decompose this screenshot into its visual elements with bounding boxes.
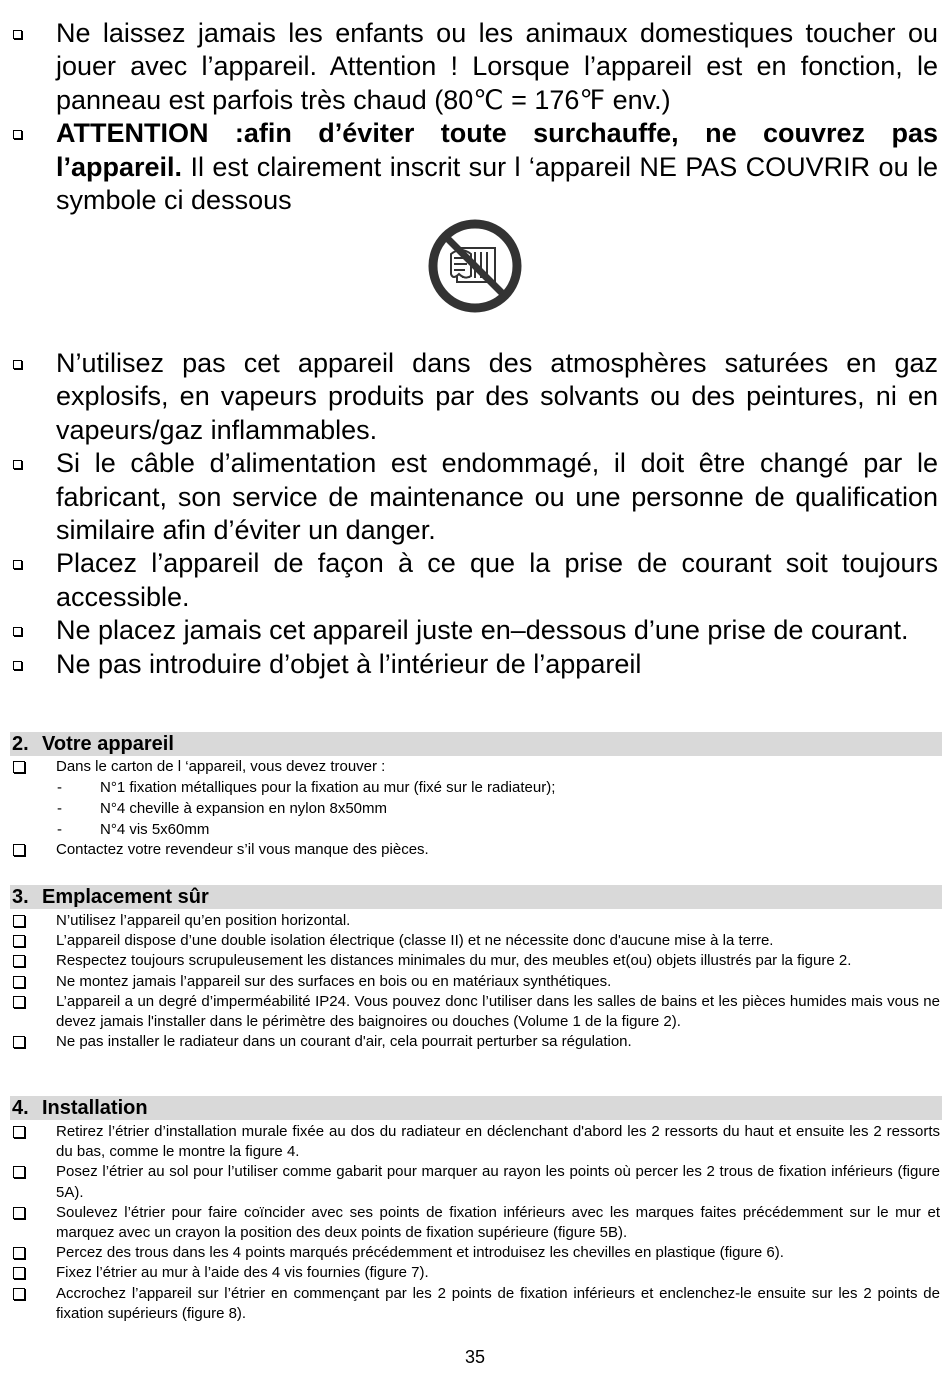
sub-list-item	[0, 777, 950, 798]
list-item-text: Ne pas installer le radiateur dans un courant d'air, cela pourrait perturber sa régulation.	[56, 1033, 632, 1051]
checkbox-bullet-icon	[13, 1247, 25, 1259]
sub-list-item	[0, 819, 950, 840]
list-item	[0, 1243, 950, 1263]
warning-item-do-not-cover	[0, 117, 950, 217]
section3-content	[0, 911, 950, 1052]
warning-item-below-outlet	[0, 614, 950, 647]
section-number: 3.	[12, 886, 29, 908]
list-item	[0, 911, 950, 931]
checkbox-bullet-icon	[13, 130, 22, 139]
dash-bullet: -	[57, 800, 62, 818]
sub-item-text: N°4 vis 5x60mm	[100, 821, 210, 839]
checkbox-bullet-icon	[13, 976, 25, 988]
section4-content	[0, 1122, 950, 1324]
warning-item-explosive	[0, 347, 950, 447]
section-number: 2.	[12, 733, 29, 755]
list-item	[0, 1263, 950, 1283]
dash-bullet: -	[57, 779, 62, 797]
checkbox-bullet-icon	[13, 1207, 25, 1219]
checkbox-bullet-icon	[13, 1166, 25, 1178]
section-header-installation	[10, 1096, 942, 1120]
list-item	[0, 1032, 950, 1052]
list-item-text: N’utilisez l’appareil qu’en position horizontal.	[56, 912, 351, 929]
warning-item-cable	[0, 447, 950, 547]
warning-item-outlet-accessible	[0, 547, 950, 614]
section-title: Votre appareil	[42, 733, 174, 755]
list-item	[0, 1203, 950, 1243]
page-number: 35	[464, 1347, 486, 1367]
list-item	[0, 1284, 950, 1324]
safety-warnings-list	[0, 17, 950, 217]
checkbox-bullet-icon	[13, 627, 22, 636]
list-item-text: Contactez votre revendeur s’il vous manque des pièces.	[56, 841, 429, 859]
list-item-text: Posez l’étrier au sol pour l’utiliser comme gabarit pour marquer au rayon les points où percer les 2 trous de fixation inférieurs (figure 5A).	[56, 1163, 940, 1201]
checkbox-bullet-icon	[13, 1267, 25, 1279]
checkbox-bullet-icon	[13, 30, 22, 39]
checkbox-bullet-icon	[13, 996, 25, 1008]
warning-text: Ne placez jamais cet appareil juste en–dessous d’une prise de courant.	[56, 615, 909, 646]
sub-item-text: N°4 cheville à expansion en nylon 8x50mm	[100, 800, 387, 818]
section-header-emplacement-sur	[10, 885, 942, 909]
list-item-text: Respectez toujours scrupuleusement les distances minimales du mur, des meubles et(ou) objets illustrés par la figure 2.	[56, 952, 852, 970]
checkbox-bullet-icon	[13, 1036, 25, 1048]
list-item-text: L’appareil a un degré d’imperméabilité IP24. Vous pouvez donc l’utiliser dans les salles de bains et les pièces humides mais vous ne devez jamais l'installer dans le périmètre des baignoires ou douches (Volume 1 de la figure 2).	[56, 992, 940, 1031]
list-item-text: Ne montez jamais l’appareil sur des surfaces en bois ou en matériaux synthétiques.	[56, 972, 612, 990]
checkbox-bullet-icon	[13, 844, 25, 856]
list-item	[0, 951, 950, 971]
warning-item-children	[0, 17, 950, 117]
warning-text: Ne pas introduire d’objet à l’intérieur de l’appareil	[56, 648, 642, 679]
checkbox-bullet-icon	[13, 1288, 25, 1300]
list-item	[0, 757, 950, 777]
list-item-text: Percez des trous dans les 4 points marqués précédemment et introduisez les chevilles en plastique (figure 6).	[56, 1244, 784, 1262]
list-item-text: Retirez l’étrier d’installation murale fixée au dos du radiateur en déclenchant d'abord les 2 ressorts du haut et ensuite les 2 ressorts du bas, comme le montre la figure 4.	[56, 1123, 940, 1161]
dash-bullet: -	[57, 821, 62, 839]
list-item	[0, 931, 950, 951]
checkbox-bullet-icon	[13, 360, 22, 369]
list-item-text: Dans le carton de l ‘appareil, vous devez trouver :	[56, 758, 386, 775]
list-item	[0, 1122, 950, 1162]
list-item	[0, 992, 950, 1032]
list-item-text: Fixez l’étrier au mur à l’aide des 4 vis fournies (figure 7).	[56, 1264, 429, 1282]
sub-item-text: N°1 fixation métalliques pour la fixation au mur (fixé sur le radiateur);	[100, 779, 556, 797]
list-item-text: Accrochez l’appareil sur l’étrier en commençant par les 2 points de fixation inférieurs et enclenchez-le ensuite sur les 2 points de fixation supérieurs (figure 8).	[56, 1284, 940, 1322]
section-title: Installation	[42, 1097, 148, 1119]
checkbox-bullet-icon	[13, 560, 22, 569]
warning-text: Ne laissez jamais les enfants ou les animaux domestiques toucher ou jouer avec l’appareil. Attention ! Lorsque l’appareil est en fonction, le panneau est parfois très chaud (80℃ = 176℉ env.)	[56, 18, 938, 115]
checkbox-bullet-icon	[13, 915, 25, 927]
checkbox-bullet-icon	[13, 460, 22, 469]
warning-text: Placez l’appareil de façon à ce que la prise de courant soit toujours accessible.	[56, 548, 938, 612]
warning-text: N’utilisez pas cet appareil dans des atmosphères saturées en gaz explosifs, en vapeurs produits par des solvants ou des peintures, ni en vapeurs/gaz inflammables.	[56, 348, 938, 445]
section-header-votre-appareil	[10, 732, 942, 756]
checkbox-bullet-icon	[13, 661, 22, 670]
section-number: 4.	[12, 1097, 29, 1119]
warning-bold-text: ATTENTION :afin d’éviter toute surchauffe, ne couvrez pas l’appareil.	[56, 118, 938, 182]
list-item	[0, 972, 950, 992]
section-title: Emplacement sûr	[42, 886, 209, 908]
safety-warnings-list-2	[0, 347, 950, 681]
do-not-cover-icon	[427, 218, 523, 314]
warning-text: Si le câble d’alimentation est endommagé, il doit être changé par le fabricant, son service de maintenance ou une personne de qualification similaire afin d’éviter un danger.	[56, 448, 938, 546]
warning-text: Il est clairement inscrit sur l ‘appareil NE PAS COUVRIR ou le symbole ci dessous	[56, 151, 938, 216]
checkbox-bullet-icon	[13, 935, 25, 947]
list-item-text: Soulevez l’étrier pour faire coïncider avec ses points de fixation inférieurs avec les marques faites précédemment sur le mur et marquez avec un crayon la position des deux points de fixation supérieure (figure 5B).	[56, 1203, 940, 1242]
list-item-text: L’appareil dispose d’une double isolation électrique (classe II) et ne nécessite donc d'aucune mise à la terre.	[56, 932, 774, 950]
checkbox-bullet-icon	[13, 1126, 25, 1138]
sub-list-item	[0, 798, 950, 819]
section2-content	[0, 757, 950, 860]
warning-item-no-objects	[0, 648, 950, 681]
checkbox-bullet-icon	[13, 761, 25, 773]
list-item	[0, 1162, 950, 1202]
checkbox-bullet-icon	[13, 955, 25, 967]
list-item	[0, 840, 950, 860]
